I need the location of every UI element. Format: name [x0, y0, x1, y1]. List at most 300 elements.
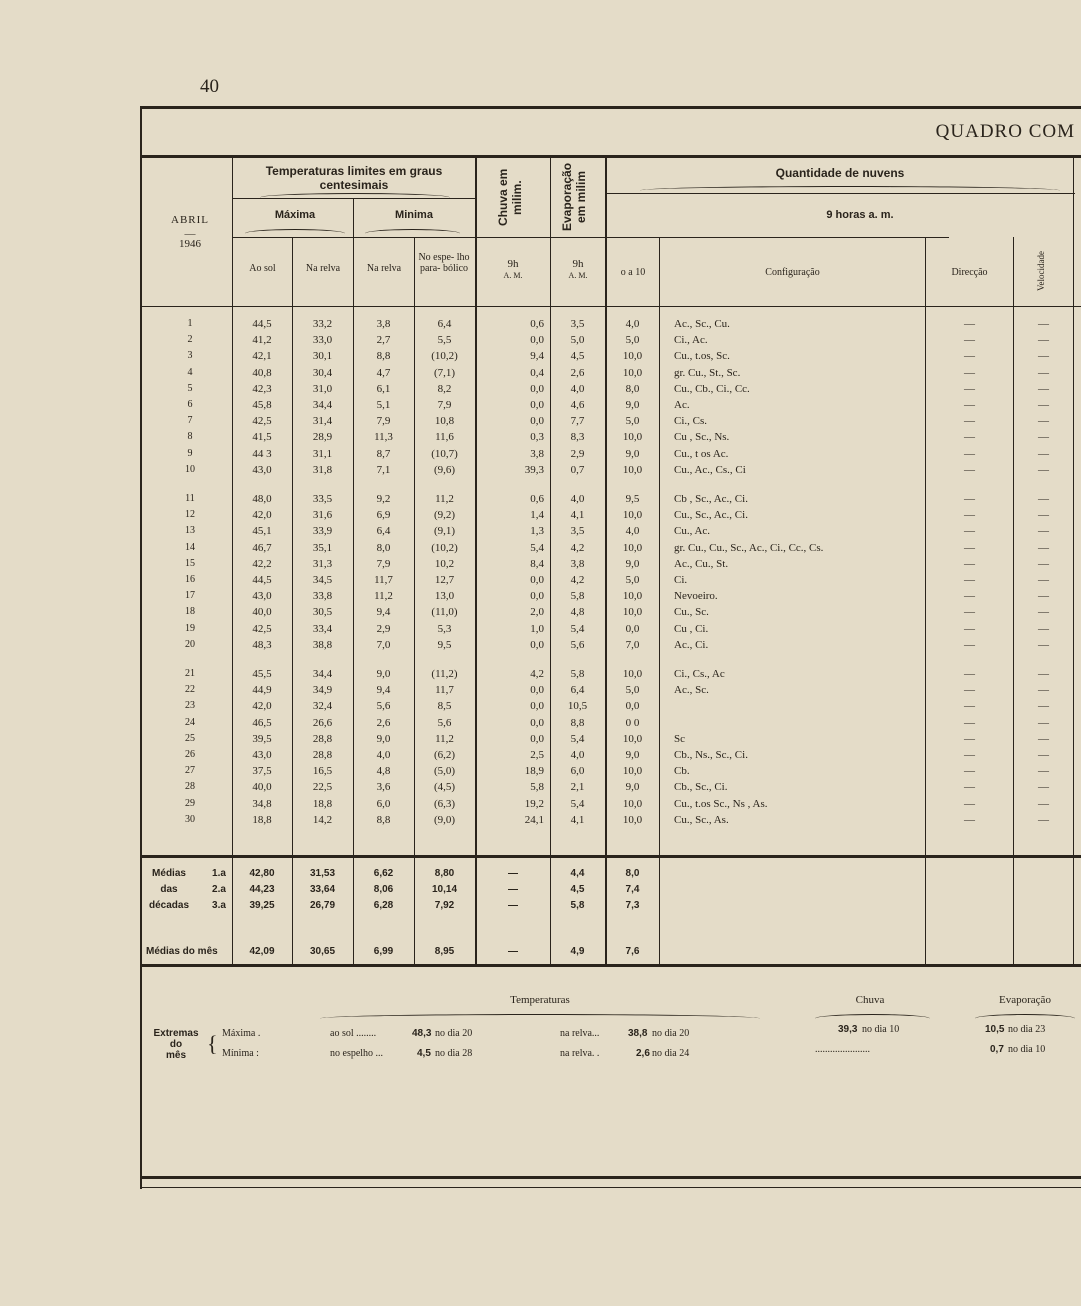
row-28-ev: 2,1 — [570, 781, 585, 794]
relva-max-dia: no dia 20 — [652, 1028, 690, 1039]
row-24-d: 24 — [185, 716, 195, 728]
row-24-velocidade: — — [1038, 716, 1049, 729]
row-22-d: 22 — [185, 684, 195, 696]
row-12-rmax: 31,6 — [312, 509, 333, 522]
do-label: do — [169, 1039, 183, 1050]
row-25-d: 25 — [185, 732, 195, 744]
row-25-cfg: Sc — [674, 732, 685, 745]
row-20-sol: 48,3 — [252, 638, 272, 651]
row-27-sol: 37,5 — [252, 765, 272, 778]
row-10-esp: (9,6) — [433, 463, 456, 476]
row-17-sol: 43,0 — [252, 590, 272, 603]
row-20-rmin: 7,0 — [376, 638, 391, 651]
row-12-rmin: 6,9 — [376, 509, 391, 522]
row-7-d: 7 — [187, 415, 193, 427]
row-30-cfg: Cu., Sc., As. — [674, 813, 729, 826]
relva-min-label: na relva. . — [560, 1048, 600, 1059]
row-1-sol: 44,5 — [252, 318, 272, 330]
row-10-velocidade: — — [1038, 463, 1049, 476]
row-22-cfg: Ac., Sc. — [674, 684, 709, 697]
row-16-rmin: 11,7 — [374, 574, 393, 586]
row-19-ev: 5,4 — [570, 622, 585, 635]
row-30-ch: 24,1 — [524, 813, 544, 826]
row-1-velocidade: — — [1038, 318, 1049, 330]
row-11-cfg: Cb , Sc., Ac., Ci. — [674, 493, 748, 505]
row-10-cfg: Cu., Ac., Cs., Ci — [674, 463, 746, 476]
row-15-d: 15 — [185, 557, 195, 569]
relva-min-header: Na relva — [366, 263, 402, 274]
row-3-rmax: 30,1 — [312, 350, 333, 363]
row-14-ch: 5,4 — [530, 541, 544, 554]
medias-3-rmax: 26,79 — [309, 900, 336, 911]
row-7-rmax: 31,4 — [312, 415, 333, 428]
das-label: das — [160, 884, 178, 895]
row-1-esp: 6,4 — [437, 318, 452, 330]
row-9-sol: 44 3 — [252, 447, 272, 460]
row-13-ch: 1,3 — [530, 525, 544, 538]
row-14-ev: 4,2 — [570, 541, 585, 554]
row-22-rmin: 9,4 — [376, 684, 391, 697]
medias-2-ch: — — [508, 884, 518, 895]
row-19-direccao: — — [964, 622, 975, 635]
row-24-rmin: 2,6 — [376, 716, 391, 729]
row-8-direccao: — — [964, 431, 975, 444]
row-24-direccao: — — [964, 716, 975, 729]
row-11-sol: 48,0 — [252, 493, 272, 505]
velocidade-header: Velocidade — [1036, 251, 1046, 291]
row-15-ch: 8,4 — [530, 557, 544, 570]
medias-2-sol: 44,23 — [249, 884, 275, 895]
row-25-rmax: 28,8 — [312, 732, 333, 745]
row-5-rmax: 31,0 — [312, 382, 333, 395]
row-21-d: 21 — [185, 668, 195, 679]
row-1-cfg: Ac., Sc., Cu. — [674, 318, 730, 330]
row-19-n: 0,0 — [625, 622, 640, 635]
relva-max-header: Na relva — [305, 263, 341, 274]
medias-2-rmin: 8,06 — [373, 884, 394, 895]
row-28-rmax: 22,5 — [312, 781, 333, 794]
medias-3-sol: 39,25 — [249, 900, 275, 911]
nuvens-time: 9 horas a. m. — [826, 209, 894, 221]
row-26-cfg: Cb., Ns., Sc., Ci. — [674, 749, 748, 761]
ao-sol-value: 48,3 — [412, 1028, 432, 1039]
chuva-header: Chuva em milim. — [496, 168, 524, 227]
row-27-direccao: — — [964, 765, 975, 778]
row-5-ch: 0,0 — [530, 382, 544, 395]
row-30-direccao: — — [964, 813, 975, 826]
row-5-velocidade: — — [1038, 382, 1049, 395]
medias-mes-sol: 42,09 — [249, 946, 275, 957]
row-17-d: 17 — [185, 590, 195, 602]
row-25-ev: 5,4 — [570, 732, 585, 745]
row-12-ch: 1,4 — [530, 509, 544, 522]
row-23-rmin: 5,6 — [376, 700, 391, 713]
medias-mes-rmin: 6,99 — [373, 946, 394, 957]
row-5-ev: 4,0 — [570, 382, 585, 395]
row-6-cfg: Ac. — [674, 399, 690, 411]
row-16-ev: 4,2 — [570, 574, 585, 586]
row-28-rmin: 3,6 — [376, 781, 391, 794]
row-9-esp: (10,7) — [431, 447, 458, 460]
row-23-ch: 0,0 — [530, 700, 544, 713]
row-22-ch: 0,0 — [530, 684, 544, 697]
row-7-ev: 7,7 — [570, 415, 585, 428]
nuvens-header: Quantidade de nuvens — [775, 166, 905, 180]
row-6-ev: 4,6 — [570, 399, 585, 411]
row-23-sol: 42,0 — [252, 700, 272, 713]
row-3-velocidade: — — [1038, 350, 1049, 363]
row-6-direccao: — — [964, 399, 975, 411]
row-18-ev: 4,8 — [570, 606, 585, 619]
relva-min-dia: no dia 24 — [652, 1048, 690, 1059]
row-26-velocidade: — — [1038, 749, 1049, 761]
medias-1-ev: 4,4 — [570, 868, 585, 879]
row-29-d: 29 — [185, 797, 195, 809]
row-25-ch: 0,0 — [530, 732, 544, 745]
ao-sol-label: ao sol ........ — [330, 1028, 377, 1039]
row-17-ch: 0,0 — [530, 590, 544, 603]
row-15-cfg: Ac., Cu., St. — [674, 557, 729, 570]
row-3-n: 10,0 — [622, 350, 643, 363]
medias-1-esp: 8,80 — [434, 868, 455, 879]
row-20-velocidade: — — [1038, 638, 1049, 651]
row-11-rmax: 33,5 — [312, 493, 333, 505]
page-number: 40 — [200, 76, 219, 97]
row-9-d: 9 — [187, 447, 193, 459]
evap-max-dia: no dia 23 — [1008, 1024, 1046, 1035]
row-27-rmax: 16,5 — [312, 765, 333, 778]
row-4-ch: 0,4 — [530, 366, 544, 379]
row-6-esp: 7,9 — [437, 399, 452, 411]
row-9-rmax: 31,1 — [312, 447, 333, 460]
ao-sol-header: Ao sol — [249, 263, 276, 274]
row-14-cfg: gr. Cu., Cu., Sc., Ac., Ci., Cc., Cs. — [674, 541, 824, 554]
row-18-rmin: 9,4 — [376, 606, 391, 619]
extremas-maxima: Máxima . — [222, 1028, 261, 1039]
row-22-rmax: 34,9 — [312, 684, 333, 697]
row-27-esp: (5,0) — [433, 765, 456, 778]
row-26-rmin: 4,0 — [376, 749, 391, 761]
row-5-rmin: 6,1 — [376, 382, 391, 395]
row-13-cfg: Cu., Ac. — [674, 525, 711, 538]
row-9-rmin: 8,7 — [376, 447, 391, 460]
row-2-rmax: 33,0 — [312, 334, 333, 347]
medias-1-sol: 42,80 — [249, 868, 275, 879]
row-30-rmax: 14,2 — [312, 813, 333, 826]
row-13-rmax: 33,9 — [312, 525, 333, 538]
row-25-esp: 11,2 — [435, 732, 454, 745]
maxima-brace — [245, 229, 345, 238]
temp-brace — [260, 193, 450, 202]
row-16-direccao: — — [964, 574, 975, 586]
row-9-direccao: — — [964, 447, 975, 460]
row-30-d: 30 — [185, 813, 195, 825]
row-9-cfg: Cu., t os Ac. — [674, 447, 729, 460]
medias-2-k: 2.a — [212, 884, 226, 895]
mes-label: mês — [165, 1050, 186, 1061]
row-11-esp: 11,2 — [435, 493, 454, 505]
row-6-rmin: 5,1 — [376, 399, 391, 411]
extremas-evaporacao: Evaporação — [999, 994, 1051, 1006]
row-21-rmin: 9,0 — [376, 668, 391, 680]
row-24-sol: 46,5 — [252, 716, 272, 729]
row-4-cfg: gr. Cu., St., Sc. — [674, 366, 741, 379]
row-13-velocidade: — — [1038, 525, 1049, 538]
zero-dez-header: o a 10 — [620, 267, 646, 278]
row-23-esp: 8,5 — [437, 700, 452, 713]
row-18-direccao: — — [964, 606, 975, 619]
row-16-esp: 12,7 — [434, 574, 455, 586]
row-12-sol: 42,0 — [252, 509, 272, 522]
row-15-esp: 10,2 — [434, 557, 455, 570]
row-10-rmax: 31,8 — [312, 463, 333, 476]
row-16-sol: 44,5 — [252, 574, 272, 586]
row-15-n: 9,0 — [625, 557, 640, 570]
row-29-ev: 5,4 — [570, 797, 585, 810]
row-13-rmin: 6,4 — [376, 525, 391, 538]
row-26-rmax: 28,8 — [312, 749, 333, 761]
row-11-rmin: 9,2 — [376, 493, 391, 505]
row-8-velocidade: — — [1038, 431, 1049, 444]
row-1-ch: 0,6 — [530, 318, 544, 330]
row-26-sol: 43,0 — [252, 749, 272, 761]
row-14-d: 14 — [185, 541, 195, 553]
relva-min-value: 2,6 — [636, 1048, 650, 1059]
row-2-cfg: Ci., Ac. — [674, 334, 708, 347]
row-23-velocidade: — — [1038, 700, 1049, 713]
row-11-direccao: — — [964, 493, 975, 505]
medias-bottom-rule — [140, 964, 1081, 967]
row-26-direccao: — — [964, 749, 975, 761]
row-14-rmin: 8,0 — [376, 541, 391, 554]
row-17-cfg: Nevoeiro. — [674, 590, 718, 603]
row-24-n: 0 0 — [625, 716, 640, 729]
row-1-n: 4,0 — [625, 318, 640, 330]
row-13-esp: (9,1) — [433, 525, 456, 538]
row-20-rmax: 38,8 — [312, 638, 333, 651]
row-17-esp: 13,0 — [434, 590, 455, 603]
maxima-header: Máxima — [274, 209, 316, 221]
row-6-velocidade: — — [1038, 399, 1049, 411]
row-21-ev: 5,8 — [570, 668, 585, 680]
row-19-sol: 42,5 — [252, 622, 272, 635]
row-30-ev: 4,1 — [570, 813, 585, 826]
row-21-ch: 4,2 — [530, 668, 544, 680]
row-4-direccao: — — [964, 366, 975, 379]
row-16-ch: 0,0 — [530, 574, 544, 586]
medias-3-ch: — — [508, 900, 518, 911]
row-18-d: 18 — [185, 606, 195, 618]
row-5-sol: 42,3 — [252, 382, 272, 395]
row-26-esp: (6,2) — [433, 749, 456, 761]
row-30-n: 10,0 — [622, 813, 643, 826]
row-28-d: 28 — [185, 781, 195, 793]
minima-brace — [365, 229, 460, 238]
row-16-rmax: 34,5 — [312, 574, 333, 586]
row-1-rmax: 33,2 — [312, 318, 333, 330]
row-19-rmax: 33,4 — [312, 622, 333, 635]
row-15-rmin: 7,9 — [376, 557, 391, 570]
row-27-n: 10,0 — [622, 765, 643, 778]
row-2-sol: 41,2 — [252, 334, 272, 347]
row-14-direccao: — — [964, 541, 975, 554]
row-29-cfg: Cu., t.os Sc., Ns , As. — [674, 797, 768, 810]
row-25-rmin: 9,0 — [376, 732, 391, 745]
header-bottom-rule — [140, 306, 1081, 307]
row-12-d: 12 — [185, 509, 195, 521]
row-1-ev: 3,5 — [570, 318, 585, 330]
row-1-d: 1 — [187, 318, 193, 329]
row-29-rmin: 6,0 — [376, 797, 391, 810]
espelho-dia: no dia 28 — [435, 1048, 473, 1059]
row-28-cfg: Cb., Sc., Ci. — [674, 781, 728, 794]
row-5-n: 8,0 — [625, 382, 640, 395]
row-26-ch: 2,5 — [530, 749, 544, 761]
medias-1-ch: — — [508, 868, 518, 879]
row-24-ev: 8,8 — [570, 716, 585, 729]
table-title: QUADRO COM — [935, 121, 1075, 142]
row-23-rmax: 32,4 — [312, 700, 333, 713]
row-26-d: 26 — [185, 749, 195, 760]
row-18-rmax: 30,5 — [312, 606, 333, 619]
medias-mes-rmax: 30,65 — [309, 946, 336, 957]
row-4-velocidade: — — [1038, 366, 1049, 379]
data-bottom-rule — [140, 855, 1081, 858]
row-17-rmax: 33,8 — [312, 590, 333, 603]
row-10-direccao: — — [964, 463, 975, 476]
row-20-d: 20 — [185, 638, 195, 650]
row-25-direccao: — — [964, 732, 975, 745]
row-2-rmin: 2,7 — [376, 334, 391, 347]
row-10-ev: 0,7 — [570, 463, 585, 476]
row-4-n: 10,0 — [622, 366, 643, 379]
row-21-sol: 45,5 — [252, 668, 272, 680]
row-23-n: 0,0 — [625, 700, 640, 713]
row-30-sol: 18,8 — [252, 813, 272, 826]
medias-2-n: 7,4 — [625, 884, 640, 895]
evap-min-value: 0,7 — [990, 1044, 1004, 1055]
row-22-ev: 6,4 — [570, 684, 585, 697]
row-19-velocidade: — — [1038, 622, 1049, 635]
extremas-minima: Mínima : — [222, 1048, 259, 1059]
row-7-rmin: 7,9 — [376, 415, 391, 428]
row-19-esp: 5,3 — [437, 622, 452, 635]
row-3-sol: 42,1 — [252, 350, 272, 363]
nuvens-brace — [640, 186, 1060, 195]
medias-2-rmax: 33,64 — [309, 884, 336, 895]
row-25-sol: 39,5 — [252, 732, 272, 745]
espelho-header: No espe- lho para- bólico — [418, 252, 470, 274]
temp-group-header: Temperaturas limites em graus centesimais — [265, 164, 443, 192]
row-22-esp: 11,7 — [435, 684, 454, 697]
row-12-n: 10,0 — [622, 509, 643, 522]
row-7-esp: 10,8 — [434, 415, 455, 428]
row-27-ch: 18,9 — [524, 765, 544, 778]
row-21-cfg: Ci., Cs., Ac — [674, 668, 725, 680]
minima-header: Minima — [395, 209, 433, 221]
row-23-ev: 10,5 — [567, 700, 588, 713]
row-3-d: 3 — [187, 350, 193, 362]
row-27-ev: 6,0 — [570, 765, 585, 778]
decadas-label: décadas — [148, 900, 190, 911]
row-18-n: 10,0 — [622, 606, 643, 619]
row-6-rmax: 34,4 — [312, 399, 333, 411]
row-2-ev: 5,0 — [570, 334, 585, 347]
row-16-velocidade: — — [1038, 574, 1049, 586]
row-11-ev: 4,0 — [570, 493, 585, 505]
row-1-direccao: — — [964, 318, 975, 330]
year-dash: — — [184, 228, 196, 240]
medias-3-esp: 7,92 — [434, 900, 455, 911]
row-2-velocidade: — — [1038, 334, 1049, 347]
row-5-d: 5 — [187, 382, 193, 394]
row-9-ev: 2,9 — [570, 447, 585, 460]
row-12-cfg: Cu., Sc., Ac., Ci. — [674, 509, 748, 522]
row-29-direccao: — — [964, 797, 975, 810]
extremas-evap-brace — [975, 1014, 1075, 1023]
medias-mes-ev: 4,9 — [570, 946, 585, 957]
row-8-cfg: Cu , Sc., Ns. — [674, 431, 730, 444]
ao-sol-dia: no dia 20 — [435, 1028, 473, 1039]
row-22-sol: 44,9 — [252, 684, 272, 697]
row-18-sol: 40,0 — [252, 606, 272, 619]
row-7-direccao: — — [964, 415, 975, 428]
row-10-rmin: 7,1 — [376, 463, 391, 476]
extremas-chuva-brace — [815, 1014, 930, 1023]
row-6-d: 6 — [187, 399, 193, 410]
row-25-velocidade: — — [1038, 732, 1049, 745]
medias-1-rmax: 31,53 — [309, 868, 336, 879]
row-23-d: 23 — [185, 700, 195, 712]
row-4-sol: 40,8 — [252, 366, 272, 379]
evap-am: A. M. — [568, 271, 588, 280]
row-6-n: 9,0 — [625, 399, 640, 411]
row-28-sol: 40,0 — [252, 781, 272, 794]
row-14-velocidade: — — [1038, 541, 1049, 554]
header-top-rule — [140, 155, 1081, 158]
medias-1-rmin: 6,62 — [373, 868, 394, 879]
row-17-direccao: — — [964, 590, 975, 603]
row-26-n: 9,0 — [625, 749, 640, 761]
row-7-cfg: Ci., Cs. — [674, 415, 708, 428]
row-18-esp: (11,0) — [431, 606, 458, 619]
row-22-direccao: — — [964, 684, 975, 697]
row-5-cfg: Cu., Cb., Ci., Cc. — [674, 382, 750, 395]
row-28-direccao: — — [964, 781, 975, 794]
medias-1-k: 1.a — [212, 868, 226, 879]
row-11-d: 11 — [185, 493, 195, 504]
row-8-esp: 11,6 — [435, 431, 454, 444]
medias-2-esp: 10,14 — [431, 884, 458, 895]
row-13-n: 4,0 — [625, 525, 640, 538]
sub-rule-1 — [475, 237, 949, 238]
medias-3-rmin: 6,28 — [373, 900, 394, 911]
row-14-esp: (10,2) — [431, 541, 458, 554]
row-15-sol: 42,2 — [252, 557, 272, 570]
row-15-ev: 3,8 — [570, 557, 585, 570]
row-10-d: 10 — [185, 463, 195, 475]
row-20-direccao: — — [964, 638, 975, 651]
row-24-rmax: 26,6 — [312, 716, 333, 729]
row-22-velocidade: — — [1038, 684, 1049, 697]
row-27-d: 27 — [185, 765, 195, 777]
row-12-esp: (9,2) — [433, 509, 456, 522]
row-19-d: 19 — [185, 622, 195, 634]
row-28-n: 9,0 — [625, 781, 640, 794]
row-4-ev: 2,6 — [570, 366, 585, 379]
row-7-ch: 0,0 — [530, 415, 544, 428]
row-8-rmax: 28,9 — [312, 431, 333, 444]
